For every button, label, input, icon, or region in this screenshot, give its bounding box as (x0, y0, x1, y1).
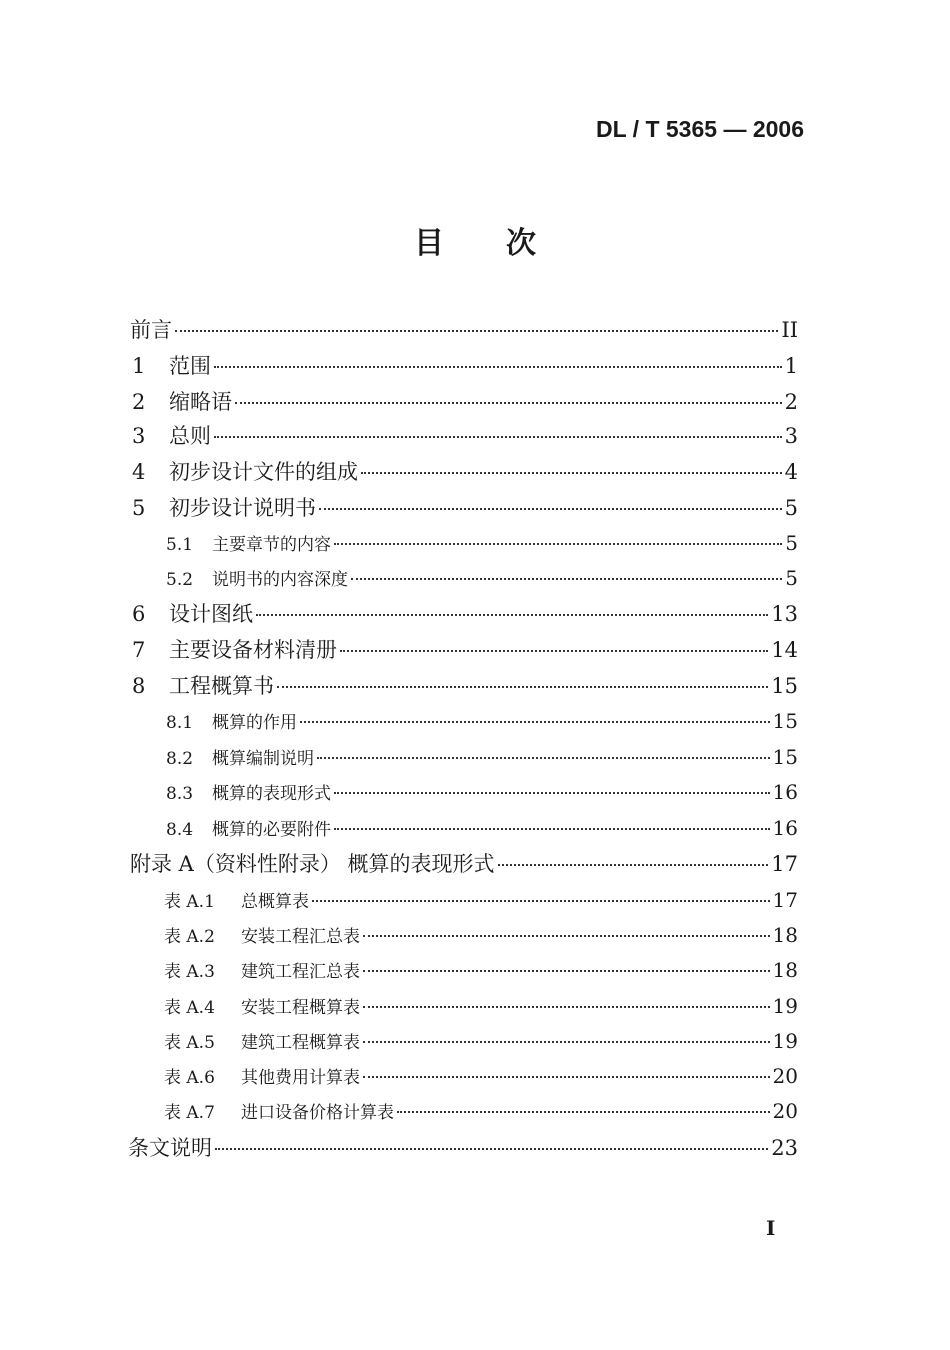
toc-number: 表 A.7 (164, 1103, 215, 1123)
toc-page: 17 (772, 888, 798, 912)
toc-label: 概算的表现形式 (212, 784, 331, 804)
toc-number: 7 (132, 638, 146, 662)
toc-number: 8 (132, 674, 146, 698)
dot-leader (214, 436, 782, 438)
toc-entry[interactable] (132, 634, 798, 664)
toc-label: 主要章节的内容 (212, 535, 331, 555)
toc-number: 6 (132, 602, 146, 626)
dot-leader (334, 543, 782, 545)
toc-number: 5.1 (166, 535, 194, 555)
standard-code: DL / T 5365 — 2006 (596, 116, 804, 142)
toc-entry[interactable] (132, 386, 798, 416)
toc-page: 19 (772, 1029, 798, 1053)
toc-label: 安装工程概算表 (241, 998, 360, 1018)
toc-page: 13 (771, 602, 798, 626)
toc-label: 其他费用计算表 (241, 1068, 360, 1088)
toc-page: 2 (784, 390, 798, 414)
toc-label: 说明书的内容深度 (212, 570, 348, 590)
dot-leader (312, 900, 770, 902)
toc-subentry[interactable] (166, 708, 798, 733)
toc-number: 表 A.5 (164, 1033, 215, 1053)
toc-subentry[interactable] (166, 565, 798, 590)
page-number: I (766, 1216, 776, 1240)
dot-leader (498, 864, 769, 866)
dot-leader (363, 935, 770, 937)
dot-leader (397, 1111, 770, 1113)
title-char-right: 次 (506, 226, 536, 261)
dot-leader (363, 970, 770, 972)
toc-subentry[interactable] (166, 815, 798, 840)
toc-page: 1 (784, 354, 798, 378)
toc-label: 工程概算书 (169, 674, 274, 698)
toc-label: 初步设计说明书 (169, 496, 316, 520)
toc-page: 23 (771, 1136, 798, 1160)
toc-table-entry[interactable] (164, 993, 798, 1018)
toc-table-entry[interactable] (164, 1098, 798, 1123)
toc-number: 表 A.6 (164, 1068, 215, 1088)
toc-entry[interactable] (132, 420, 798, 450)
toc-page: 5 (785, 566, 798, 590)
toc-label: 缩略语 (169, 390, 232, 414)
dot-leader (363, 1041, 770, 1043)
dot-leader (235, 402, 782, 404)
dot-leader (317, 757, 770, 759)
dot-leader (214, 366, 782, 368)
title-char-left: 目 (414, 226, 444, 261)
toc-number: 8.2 (166, 749, 194, 769)
toc-label: 范围 (169, 354, 211, 378)
toc-label: 初步设计文件的组成 (169, 460, 358, 484)
toc-label: 安装工程汇总表 (241, 927, 360, 947)
toc-number: 5.2 (166, 570, 194, 590)
toc-subentry[interactable] (166, 530, 798, 555)
dot-leader (175, 330, 778, 332)
toc-table-entry[interactable] (164, 887, 798, 912)
toc-label: 建筑工程汇总表 (241, 962, 360, 982)
toc-entry[interactable] (132, 456, 798, 486)
toc-page: 20 (772, 1064, 798, 1088)
toc-table-entry[interactable] (164, 1028, 798, 1053)
toc-number: 表 A.2 (164, 927, 215, 947)
dot-leader (351, 578, 782, 580)
toc-page: 18 (772, 923, 798, 947)
dot-leader (361, 472, 782, 474)
page-title (0, 218, 950, 262)
toc-entry-explanation[interactable] (128, 1132, 798, 1162)
toc-number: 表 A.3 (164, 962, 215, 982)
toc-entry[interactable] (132, 492, 798, 522)
toc-label: 总概算表 (241, 892, 309, 912)
toc-number: 5 (132, 496, 146, 520)
toc-table-entry[interactable] (164, 1063, 798, 1088)
toc-entry-appendix-a[interactable] (130, 848, 798, 878)
dot-leader (363, 1076, 770, 1078)
toc-entry[interactable] (132, 350, 798, 380)
toc-label: 主要设备材料清册 (169, 638, 337, 662)
dot-leader (300, 721, 770, 723)
dot-leader (319, 508, 782, 510)
toc-label: 条文说明 (128, 1136, 212, 1160)
toc-label: 附录 A（资料性附录） 概算的表现形式 (130, 852, 495, 876)
toc-page: 4 (784, 460, 798, 484)
toc-entry[interactable] (132, 598, 798, 628)
toc-page: 16 (772, 816, 798, 840)
toc-label: 概算的必要附件 (212, 820, 331, 840)
toc-page: 19 (772, 994, 798, 1018)
toc-subentry[interactable] (166, 779, 798, 804)
toc-label: 概算的作用 (212, 713, 297, 733)
toc-page: 17 (771, 852, 798, 876)
toc-number: 8.1 (166, 713, 194, 733)
dot-leader (334, 828, 770, 830)
toc-page: 18 (772, 958, 798, 982)
toc-label: 总则 (169, 424, 211, 448)
toc-page: 5 (785, 531, 798, 555)
toc-label: 进口设备价格计算表 (241, 1103, 394, 1123)
toc-number: 3 (132, 424, 146, 448)
toc-page: 3 (784, 424, 798, 448)
dot-leader (256, 614, 768, 616)
toc-number: 4 (132, 460, 146, 484)
dot-leader (363, 1006, 770, 1008)
toc-label: 概算编制说明 (212, 749, 314, 769)
toc-page: 14 (771, 638, 798, 662)
toc-number: 8.4 (166, 820, 194, 840)
dot-leader (215, 1148, 768, 1150)
toc-number: 8.3 (166, 784, 194, 804)
dot-leader (277, 686, 768, 688)
toc-number: 2 (132, 390, 146, 414)
toc-entry-foreword[interactable] (130, 314, 798, 344)
toc-label: 前言 (130, 318, 172, 342)
toc-page: 15 (771, 674, 798, 698)
toc-number: 1 (132, 354, 146, 378)
dot-leader (340, 650, 768, 652)
toc-page: 15 (772, 709, 798, 733)
toc-label: 建筑工程概算表 (241, 1033, 360, 1053)
toc-table-entry[interactable] (164, 957, 798, 982)
toc-page: 20 (772, 1099, 798, 1123)
toc-subentry[interactable] (166, 744, 798, 769)
toc-page: 16 (772, 780, 798, 804)
toc-label: 设计图纸 (169, 602, 253, 626)
dot-leader (334, 792, 770, 794)
toc-page: II (781, 318, 798, 342)
toc-page: 5 (784, 496, 798, 520)
toc-entry[interactable] (132, 670, 798, 700)
toc-number: 表 A.1 (164, 892, 215, 912)
toc-page: 15 (772, 745, 798, 769)
toc-table-entry[interactable] (164, 922, 798, 947)
toc-number: 表 A.4 (164, 998, 215, 1018)
